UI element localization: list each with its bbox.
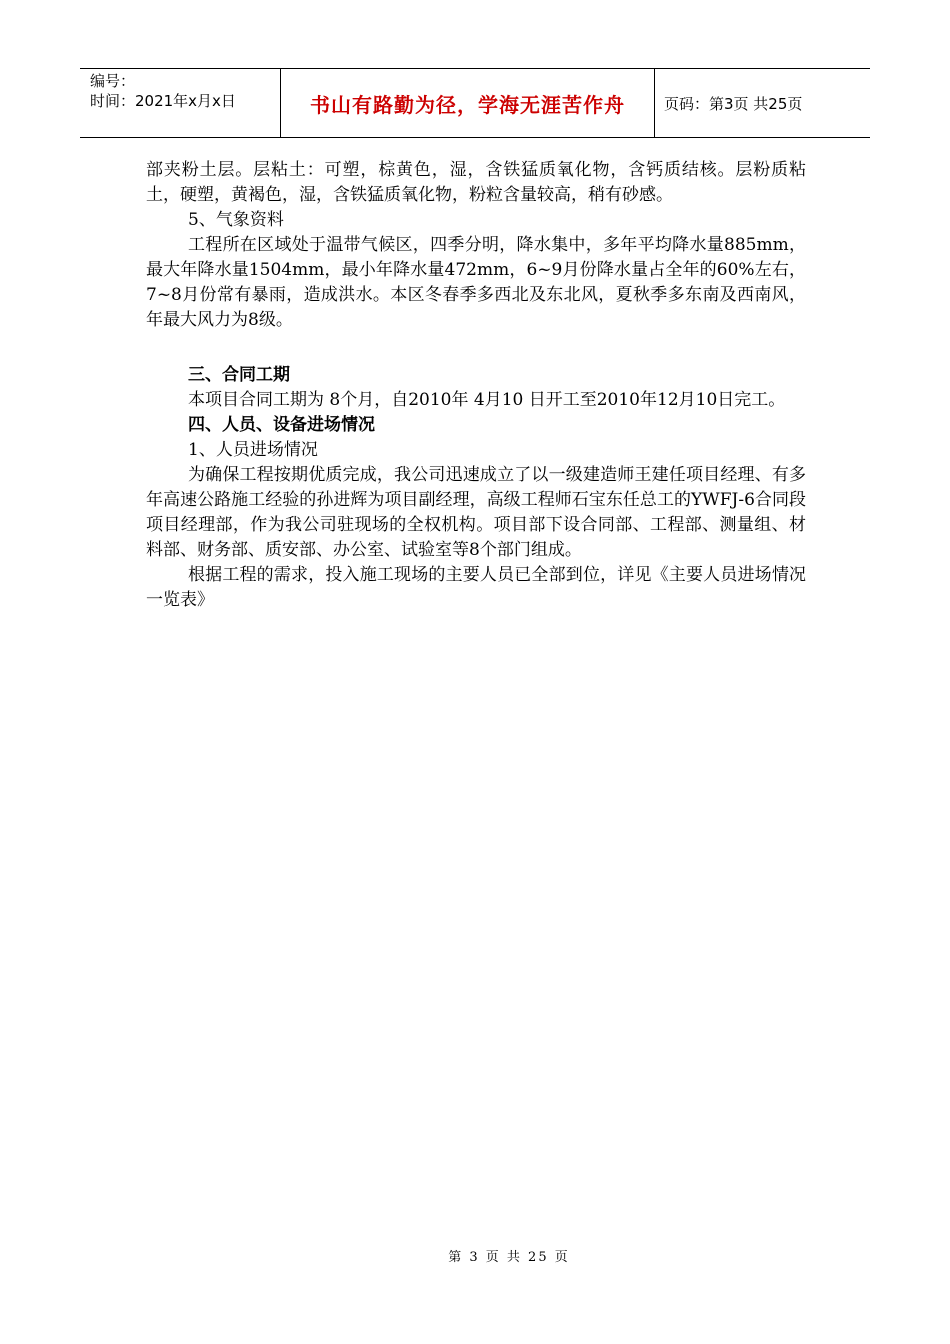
page-footer: 第 3 页 共 25 页 — [448, 1250, 570, 1265]
section-weather-title: 5、气象资料 — [188, 210, 284, 230]
document-header — [80, 68, 870, 138]
header-page-info: 页码：第3页 共25页 — [664, 94, 803, 113]
paragraph-personnel: 为确保工程按期优质完成，我公司迅速成立了以一级建造师王建任项目经理、有多年高速公路施工经验的孙进辉为项目副经理，高级工程师石宝东任总工的YWFJ-6合同段项目经理部，作为我公司驻现场的全权机构。项目部下设合同部、工程部、测量组、材料部、财务部、质安部、办公室、试验室等8个部门组成。 — [146, 465, 806, 560]
document-date: 时间：2021年x月x日 — [90, 92, 236, 110]
spacer — [146, 333, 806, 363]
paragraph-weather: 工程所在区域处于温带气候区，四季分明，降水集中，多年平均降水量885mm，最大年降水量1504mm，最小年降水量472mm，6~9月份降水量占全年的60%左右，7~8月份常有暴雨，造成洪水。本区冬春季多西北及东北风，夏秋季多东南及西南风，年最大风力为8级。 — [146, 235, 806, 330]
paragraph-personnel-list: 根据工程的需求，投入施工现场的主要人员已全部到位，详见《主要人员进场情况一览表》 — [146, 565, 806, 610]
document-number-label: 编号： — [90, 72, 136, 90]
heading-contract-period: 三、合同工期 — [188, 365, 290, 385]
paragraph-soil: 部夹粉土层。层粘土：可塑，棕黄色，湿，含铁猛质氧化物，含钙质结核。层粉质粘土，硬塑，黄褐色，湿，含铁猛质氧化物，粉粒含量较高，稍有砂感。 — [146, 160, 806, 205]
section-personnel-title: 1、人员进场情况 — [188, 440, 318, 460]
paragraph-contract-period: 本项目合同工期为 8个月，自2010年 4月10 日开工至2010年12月10日完工。 — [188, 390, 786, 410]
document-body — [146, 158, 806, 613]
header-meta — [80, 69, 281, 137]
heading-personnel-equipment: 四、人员、设备进场情况 — [188, 415, 375, 435]
header-motto: 书山有路勤为径，学海无涯苦作舟 — [281, 69, 655, 137]
